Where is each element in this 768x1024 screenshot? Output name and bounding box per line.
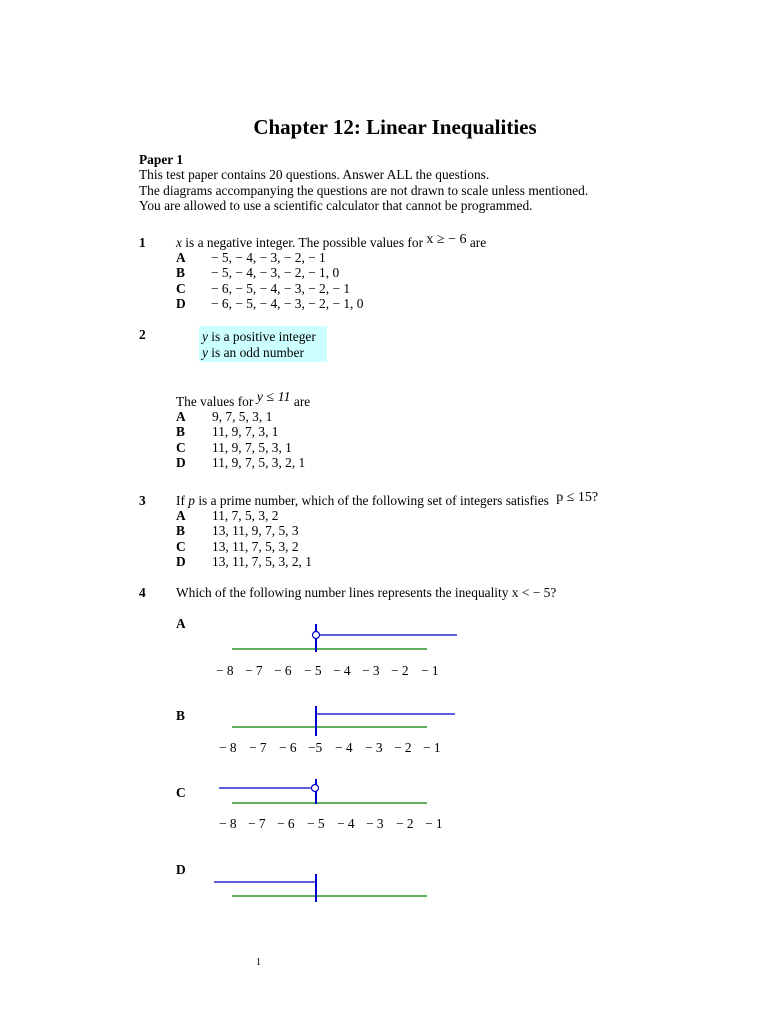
- option-text: 11, 9, 7, 5, 3, 1: [212, 440, 292, 455]
- tick-label: − 1: [425, 816, 443, 831]
- option-letter: A: [176, 250, 186, 265]
- number-line-option-b: [232, 706, 455, 736]
- tick-label: − 7: [248, 816, 266, 831]
- paper-heading: Paper 1: [139, 152, 184, 167]
- option-letter: D: [176, 296, 186, 311]
- tick-label: −5: [308, 740, 323, 755]
- variable: p: [188, 493, 195, 508]
- question-number: 4: [139, 585, 146, 600]
- tick-label: − 1: [423, 740, 441, 755]
- tick-label: − 3: [366, 816, 384, 831]
- option-text: 13, 11, 9, 7, 5, 3: [212, 523, 299, 538]
- condition-text: is a positive integer: [207, 329, 316, 344]
- tick-label: − 3: [362, 663, 380, 678]
- number-line-option-d: [214, 874, 427, 902]
- tick-label: − 8: [216, 663, 234, 678]
- page-title: Chapter 12: Linear Inequalities: [253, 115, 537, 139]
- variable: y: [202, 329, 208, 344]
- option-text: 13, 11, 7, 5, 3, 2: [212, 539, 299, 554]
- option-letter: D: [176, 455, 186, 470]
- page-number: 1: [256, 957, 261, 968]
- tick-label: − 6: [279, 740, 297, 755]
- option-text: 9, 7, 5, 3, 1: [212, 409, 273, 424]
- option-letter: D: [176, 862, 186, 877]
- option-letter: C: [176, 281, 186, 296]
- stem-pre: If: [176, 493, 189, 508]
- option-text: 11, 9, 7, 5, 3, 2, 1: [212, 455, 306, 470]
- option-text: 11, 7, 5, 3, 2: [212, 508, 279, 523]
- option-letter: B: [176, 523, 185, 538]
- instruction-line: You are allowed to use a scientific calculator that cannot be programmed.: [139, 198, 533, 213]
- tick-label: − 4: [333, 663, 351, 678]
- tick-label: − 5: [304, 663, 322, 678]
- tick-label: − 6: [277, 816, 295, 831]
- inequality: p ≤ 15?: [556, 490, 599, 505]
- tick-label: − 8: [219, 740, 237, 755]
- tick-label: − 1: [421, 663, 439, 678]
- tick-label: − 6: [274, 663, 292, 678]
- stem-end: are: [466, 235, 487, 250]
- number-line-option-a: [232, 624, 457, 652]
- stem-text: is a negative integer. The possible values for: [181, 235, 427, 250]
- option-text: − 5, − 4, − 3, − 2, − 1, 0: [211, 265, 340, 280]
- question-number: 3: [139, 493, 146, 508]
- condition-text: is an odd number: [207, 345, 304, 360]
- question-number: 1: [139, 235, 146, 250]
- option-letter: A: [176, 508, 186, 523]
- stem-end: are: [290, 394, 311, 409]
- option-text: 11, 9, 7, 3, 1: [212, 424, 279, 439]
- question-stem: Which of the following number lines represents the inequality x < − 5?: [176, 585, 557, 600]
- tick-label: − 5: [307, 816, 325, 831]
- tick-label: − 7: [249, 740, 267, 755]
- stem-text: The values for: [176, 394, 257, 409]
- stem-text: is a prime number, which of the following set of integers satisfies: [194, 493, 553, 508]
- tick-label: − 4: [335, 740, 353, 755]
- tick-label: − 2: [394, 740, 412, 755]
- option-text: − 5, − 4, − 3, − 2, − 1: [211, 250, 326, 265]
- inequality: x ≥ − 6: [426, 232, 467, 247]
- tick-label: − 7: [245, 663, 263, 678]
- option-letter: D: [176, 554, 186, 569]
- option-letter: C: [176, 785, 186, 800]
- option-text: − 6, − 5, − 4, − 3, − 2, − 1, 0: [211, 296, 364, 311]
- option-letter: A: [176, 616, 186, 631]
- number-line-option-c: [219, 779, 427, 804]
- option-letter: B: [176, 265, 185, 280]
- tick-label: − 3: [365, 740, 383, 755]
- option-letter: C: [176, 440, 186, 455]
- inequality: y ≤ 11: [256, 390, 291, 405]
- option-letter: A: [176, 409, 186, 424]
- option-text: − 6, − 5, − 4, − 3, − 2, − 1: [211, 281, 351, 296]
- option-letter: C: [176, 539, 186, 554]
- option-text: 13, 11, 7, 5, 3, 2, 1: [212, 554, 312, 569]
- tick-label: − 4: [337, 816, 355, 831]
- open-circle: [312, 785, 319, 792]
- question-number: 2: [139, 327, 146, 342]
- instruction-line: The diagrams accompanying the questions are not drawn to scale unless mentioned.: [139, 183, 589, 198]
- tick-label: − 8: [219, 816, 237, 831]
- option-letter: B: [176, 708, 185, 723]
- instruction-line: This test paper contains 20 questions. Answer ALL the questions.: [139, 167, 490, 182]
- variable: y: [202, 345, 208, 360]
- option-letter: B: [176, 424, 185, 439]
- tick-label: − 2: [391, 663, 409, 678]
- variable: x: [176, 235, 182, 250]
- open-circle: [313, 632, 320, 639]
- tick-label: − 2: [396, 816, 414, 831]
